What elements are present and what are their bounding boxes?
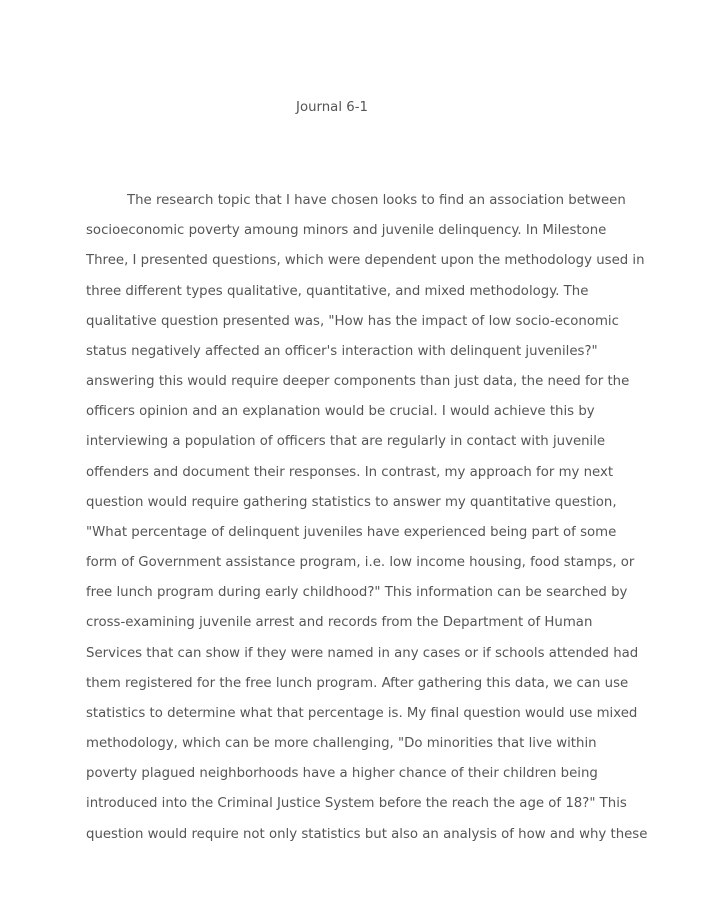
- body-line: question would require not only statistics but also an analysis of how and why these: [86, 827, 648, 842]
- body-line: statistics to determine what that percentage is. My final question would use mixed: [86, 706, 638, 721]
- body-line: methodology, which can be more challenging, "Do minorities that live within: [86, 736, 597, 751]
- body-line: qualitative question presented was, "How has the impact of low socio-economic: [86, 314, 619, 329]
- body-line: introduced into the Criminal Justice System before the reach the age of 18?" This: [86, 796, 627, 811]
- body-line: Three, I presented questions, which were dependent upon the methodology used in: [86, 253, 645, 268]
- body-line: three different types qualitative, quantitative, and mixed methodology. The: [86, 284, 589, 299]
- body-line: officers opinion and an explanation would be crucial. I would achieve this by: [86, 404, 595, 419]
- body-line: The research topic that I have chosen looks to find an association between: [127, 193, 626, 208]
- body-line: status negatively affected an officer's interaction with delinquent juveniles?": [86, 344, 598, 359]
- document-title: Journal 6-1: [296, 100, 368, 115]
- body-line: Services that can show if they were named in any cases or if schools attended had: [86, 646, 639, 661]
- body-line: cross-examining juvenile arrest and records from the Department of Human: [86, 615, 593, 630]
- body-line: free lunch program during early childhood?" This information can be searched by: [86, 585, 628, 600]
- body-line: question would require gathering statistics to answer my quantitative question,: [86, 495, 617, 510]
- body-line: interviewing a population of officers that are regularly in contact with juvenile: [86, 434, 606, 449]
- body-line: offenders and document their responses. In contrast, my approach for my next: [86, 465, 614, 480]
- body-line: them registered for the free lunch program. After gathering this data, we can use: [86, 676, 629, 691]
- body-line: poverty plagued neighborhoods have a higher chance of their children being: [86, 766, 598, 781]
- body-line: "What percentage of delinquent juveniles have experienced being part of some: [86, 525, 617, 540]
- body-line: form of Government assistance program, i.e. low income housing, food stamps, or: [86, 555, 635, 570]
- body-line: answering this would require deeper components than just data, the need for the: [86, 374, 630, 389]
- body-line: socioeconomic poverty amoung minors and juvenile delinquency. In Milestone: [86, 223, 607, 238]
